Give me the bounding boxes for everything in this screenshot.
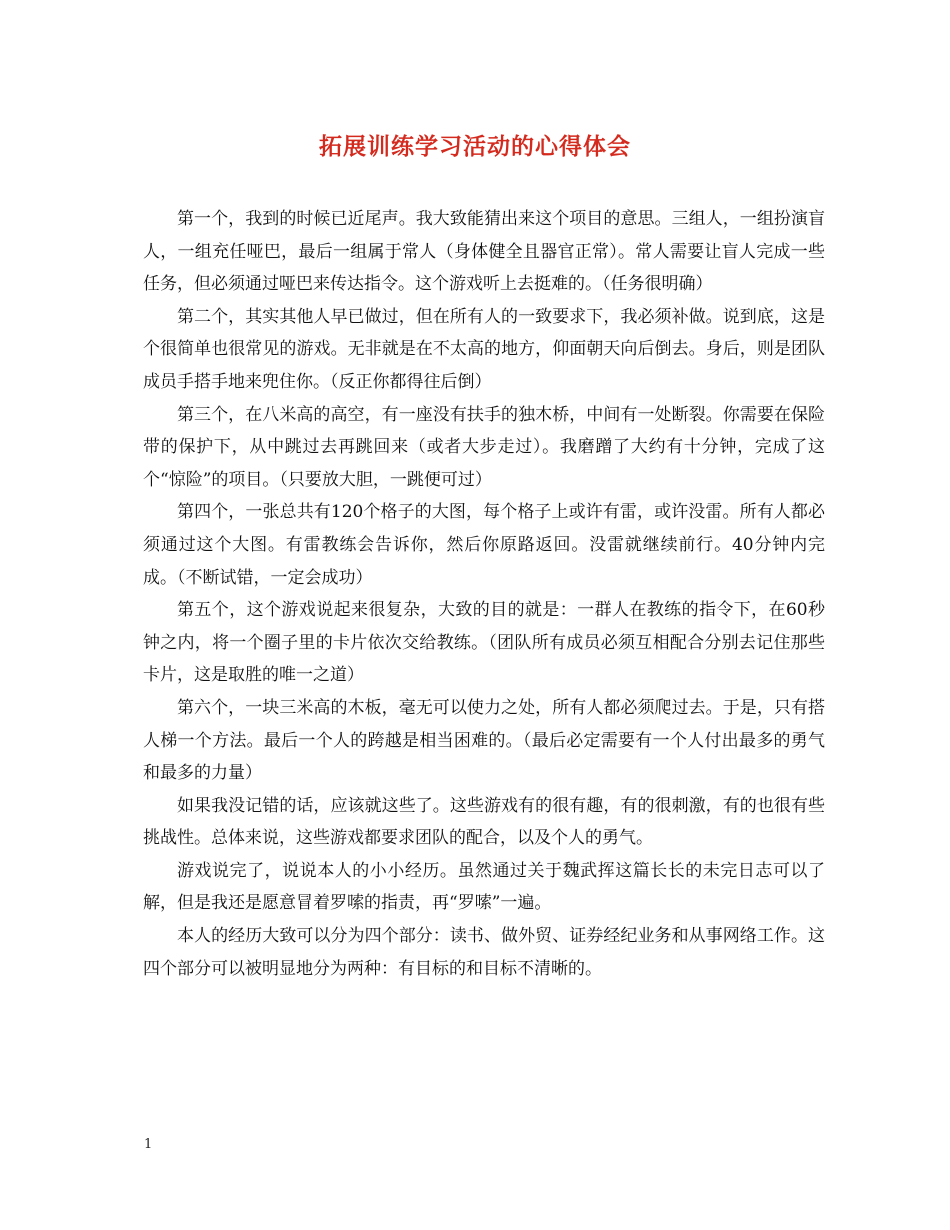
paragraph-7: 如果我没记错的话，应该就这些了。这些游戏有的很有趣，有的很刺激，有的也很有些挑战性。总体来说，这些游戏都要求团队的配合，以及个人的勇气。 — [143, 795, 825, 849]
paragraph-8: 游戏说完了，说说本人的小小经历。虽然通过关于魏武挥这篇长长的未完日志可以了解，但是我还是愿意冒着罗嗦的指责，再“罗嗦”一遍。 — [143, 860, 825, 914]
paragraph-9: 本人的经历大致可以分为四个部分：读书、做外贸、证券经纪业务和从事网络工作。这四个部分可以被明显地分为两种：有目标的和目标不清晰的。 — [143, 926, 825, 979]
paragraph-6: 第六个，一块三米高的木板，毫无可以使力之处，所有人都必须爬过去。于是，只有搭人梯一个方法。最后一个人的跨越是相当困难的。（最后必定需要有一个人付出最多的勇气和最多的力量） — [143, 697, 825, 784]
paragraph-3: 第三个，在八米高的高空，有一座没有扶手的独木桥，中间有一处断裂。你需要在保险带的保护下，从中跳过去再跳回来（或者大步走过）。我磨蹭了大约有十分钟，完成了这个“惊险”的项目。（只要放大胆，一跳便可过） — [143, 404, 825, 490]
paragraph-2: 第二个，其实其他人早已做过，但在所有人的一致要求下，我必须补做。说到底，这是个很简单也很常见的游戏。无非就是在不太高的地方，仰面朝天向后倒去。身后，则是团队成员手搭手地来兜住你。（反正你都得往后倒） — [143, 306, 825, 392]
document-title: 拓展训练学习活动的心得体会 — [319, 133, 631, 160]
paragraph-5: 第五个，这个游戏说起来很复杂，大致的目的就是：一群人在教练的指令下，在60秒钟之内，将一个圈子里的卡片依次交给教练。（团队所有成员必须互相配合分别去记住那些卡片，这是取胜的唯一之道） — [143, 600, 825, 686]
document-body — [143, 203, 825, 985]
paragraph-4: 第四个，一张总共有120个格子的大图，每个格子上或许有雷，或许没雷。所有人都必须通过这个大图。有雷教练会告诉你，然后你原路返回。没雷就继续前行。40分钟内完成。（不断试错，一定会成功） — [143, 502, 825, 588]
paragraph-1: 第一个，我到的时候已近尾声。我大致能猜出来这个项目的意思。三组人，一组扮演盲人，一组充任哑巴，最后一组属于常人（身体健全且器官正常）。常人需要让盲人完成一些任务，但必须通过哑巴来传达指令。这个游戏听上去挺难的。（任务很明确） — [143, 209, 825, 295]
page-number: 1 — [144, 1137, 153, 1152]
